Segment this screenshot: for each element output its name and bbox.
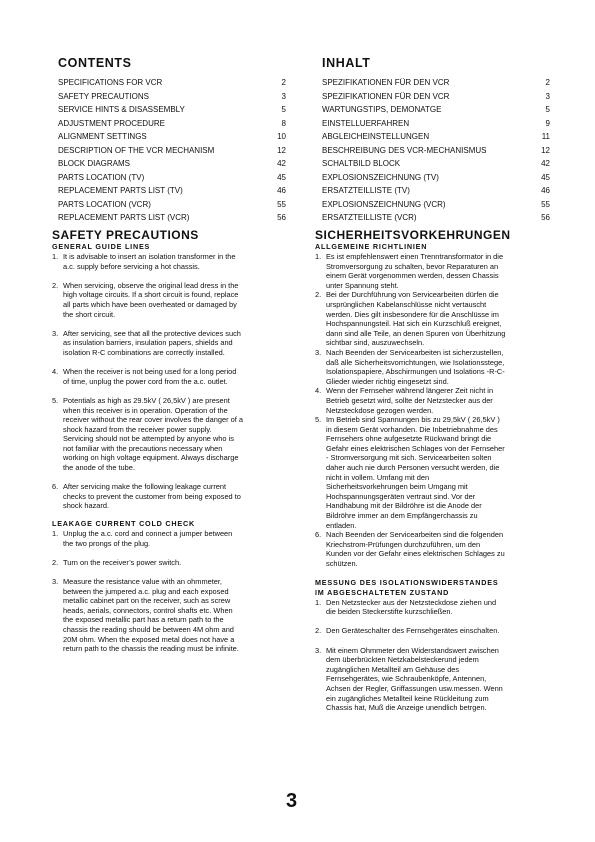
list-item	[315, 626, 547, 636]
text-line: werden. Dies gilt insbesondere für die Anschlüsse im	[326, 309, 499, 319]
toc-entry-label: SPEZIFIKATIONEN FÜR DEN VCR	[322, 91, 450, 101]
toc-entry-page: 56	[541, 213, 550, 222]
toc-row	[322, 76, 550, 90]
item-text	[63, 482, 280, 511]
toc-entry-label: ADJUSTMENT PROCEDURE	[58, 118, 165, 128]
text-line: - Stromversorgung mit sich. Servicearbeiten solten	[326, 453, 492, 463]
toc-row	[322, 117, 550, 131]
text-line: isolation R-C combinations are correctly installed.	[63, 347, 225, 357]
text-line: Fernsehers ohne aufgesetzte Rückwand bringt die	[326, 434, 492, 444]
toc-entry-label: BLOCK DIAGRAMS	[58, 159, 131, 168]
text-line: unter Spannung steht.	[326, 280, 399, 290]
section-title: SICHERHEITSVORKEHRUNGEN	[315, 228, 511, 242]
item-text	[63, 529, 280, 548]
guide-list	[315, 252, 547, 569]
toc-entry-page: 42	[277, 159, 286, 168]
text-line: Kunden vor der Gefahr eines elektrischen Schlages zu	[326, 549, 505, 559]
toc-entry-label: REPLACEMENT PARTS LIST (TV)	[58, 186, 183, 195]
text-line: Nach Beenden der Servicearbeiten ist sicherzustellen,	[326, 347, 504, 357]
item-text	[63, 558, 280, 568]
subsection-title: MESSUNG DES ISOLATIONSWIDERSTANDES	[315, 577, 499, 587]
text-line: It is advisable to insert an isolation transformer in the	[63, 252, 236, 261]
text-line: 20M ohm. When the exposed metal does not have a	[63, 634, 235, 644]
list-item	[315, 348, 547, 386]
toc-entry-label: ALIGNMENT SETTINGS	[58, 132, 147, 141]
toc-entry-label: EXPLOSIONSZEICHNUNG (VCR)	[322, 199, 446, 209]
text-line: shock hazard.	[63, 501, 110, 511]
text-line: nicht in vollem. Umfang mit den	[326, 472, 430, 482]
toc-entry-page: 10	[277, 132, 286, 141]
text-line: Den Geräteschalter des Fernsehgerätes einschalten.	[326, 626, 500, 636]
toc-entry-label: ERSATZTEILLISTE (VCR)	[322, 213, 417, 222]
toc-row	[58, 76, 286, 90]
item-text	[63, 396, 280, 473]
toc-entry-label: DESCRIPTION OF THE VCR MECHANISM	[58, 145, 215, 155]
toc-entry-label: SPEZIFIKATIONEN FÜR DEN VCR	[322, 78, 450, 87]
toc-entry-page: 3	[281, 91, 286, 101]
text-line: daß alle Sicherheitsvorrichtungen, wie Isolationsstege,	[326, 357, 505, 367]
text-line: Kriechstrom-Prüfungen durchzuführen, um den	[326, 539, 481, 549]
text-line: Mit einem Ohmmeter den Widerstandswert zwischen	[326, 645, 499, 655]
text-line: Sicherheitsvorkehrungen beim Umgang mit	[326, 482, 468, 492]
list-item	[52, 367, 280, 386]
toc-row	[58, 144, 286, 158]
text-line: Potentials as high as 29.5kV ( 26,5kV ) are present	[63, 395, 230, 405]
subsection-title: IM ABGESCHALTETEN ZUSTAND	[315, 587, 450, 597]
item-number: 4.	[52, 367, 59, 377]
safety-precautions-de	[315, 229, 547, 713]
toc-entry-label: SAFETY PRECAUTIONS	[58, 91, 149, 101]
list-item	[52, 482, 280, 511]
toc-entry-page: 45	[541, 172, 550, 182]
text-line: After servicing make the following leakage current	[63, 482, 227, 492]
text-line: chassis the reading should be between 4M ohm and	[63, 624, 234, 634]
toc-row	[322, 144, 550, 158]
toc-entry-label: PARTS LOCATION (TV)	[58, 172, 145, 182]
toc-row	[322, 211, 550, 225]
toc-entry-page: 2	[281, 78, 286, 87]
toc-entry-page: 5	[281, 105, 286, 114]
list-item	[315, 290, 547, 348]
item-text	[63, 281, 280, 319]
text-line: when this receiver is in operation. Operation of the	[63, 405, 228, 415]
toc-entry-label: WARTUNGSTIPS, DEMONATGE	[322, 105, 442, 114]
item-number: 6.	[315, 530, 322, 540]
text-line: Fernsehgerätes, wie Schraubenköpfe, Antennen,	[326, 674, 487, 684]
item-text	[63, 252, 280, 271]
subsection-title: GENERAL GUIDE LINES	[52, 242, 151, 251]
text-line: Servicing should not be attempted by anyone who is	[63, 434, 234, 444]
item-text	[326, 348, 547, 386]
text-line: high voltage circuits. If a short circuit is found, replace	[63, 290, 239, 300]
text-line: the two prongs of the plug.	[63, 538, 151, 548]
contents-title: CONTENTS	[58, 56, 132, 70]
text-line: Unplug the a.c. cord and connect a jumper between	[63, 529, 233, 539]
text-line: entladen.	[326, 520, 357, 530]
item-text	[63, 329, 280, 358]
item-text	[326, 626, 547, 636]
text-line: Netzsteckdose gezogen werden.	[326, 405, 434, 415]
guide-list	[52, 252, 280, 511]
toc-row	[322, 171, 550, 185]
toc-entry-label: PARTS LOCATION (VCR)	[58, 199, 151, 209]
text-line: Den Netzstecker aus der Netzsteckdose ziehen und	[326, 597, 497, 607]
safety-precautions-en	[52, 229, 280, 654]
text-line: checks to prevent the customer from being exposed to	[63, 491, 241, 501]
text-line: Betrieb gesetzt wird, sollte der Netzstecker aus der	[326, 395, 493, 405]
contents-en	[58, 56, 286, 225]
text-line: Wenn der Fernseher während längerer Zeit nicht in	[326, 386, 494, 396]
toc-entry-page: 12	[541, 145, 550, 155]
text-line: daher auch nie durch Personen versucht werden, die	[326, 463, 500, 473]
item-text	[326, 415, 547, 530]
list-item	[52, 252, 280, 271]
item-number: 3.	[315, 347, 322, 357]
toc-row	[58, 211, 286, 225]
text-line: ursprünglichen Kabelanschlüsse nicht vertauscht	[326, 299, 487, 309]
text-line: the anode of the tube.	[63, 463, 135, 473]
item-number: 1.	[315, 597, 322, 607]
text-line: When the receiver is not being used for a long period	[63, 367, 237, 377]
list-item	[315, 646, 547, 713]
item-number: 1.	[52, 252, 59, 261]
item-number: 6.	[52, 482, 59, 492]
item-text	[63, 367, 280, 386]
text-line: of time, unplug the power cord from the a.c. outlet.	[63, 376, 228, 386]
text-line: einem Gerät vorgenommen werden, dessen Chassis	[326, 271, 499, 281]
toc-row	[322, 103, 550, 117]
item-text	[326, 386, 547, 415]
text-line: Chassis hat, Muß die Anzeige unendlich betrgen.	[326, 703, 487, 713]
text-line: After servicing, see that all the protective devices such	[63, 328, 241, 338]
toc-entry-page: 12	[277, 145, 286, 155]
item-number: 2.	[52, 280, 59, 290]
toc-entry-page: 55	[277, 199, 286, 209]
contents-de	[322, 56, 550, 225]
text-line: ein zugängliches Metallteil keine Rückleitung zum	[326, 693, 489, 703]
list-item	[52, 281, 280, 319]
item-number: 3.	[52, 328, 59, 338]
text-line: Measure the resistance value with an ohmmeter,	[63, 577, 222, 586]
toc-entry-page: 9	[545, 118, 550, 128]
text-line: not familiar with the precautions necessary when	[63, 443, 223, 453]
toc-entry-label: EINSTELLUERFAHREN	[322, 118, 410, 128]
toc-entry-page: 3	[545, 91, 550, 101]
leak-check-list	[315, 598, 547, 713]
text-line: the short circuit.	[63, 309, 116, 319]
text-line: die beiden Steckerstifte kurzschließen.	[326, 607, 453, 617]
item-text	[326, 530, 547, 568]
toc-row	[58, 157, 286, 171]
list-item	[52, 529, 280, 548]
text-line: all parts which have been overheated or damaged by	[63, 299, 237, 309]
toc-entry-page: 46	[541, 186, 550, 195]
toc-entry-page: 11	[541, 132, 550, 141]
text-line: the exposed metallic part has a return path to the	[63, 615, 224, 625]
text-line: Im Betrieb sind Spannungen bis zu 29,5kV ( 26,5kV )	[326, 415, 500, 425]
toc-row	[322, 130, 550, 144]
item-text	[63, 577, 280, 654]
list-item	[315, 252, 547, 290]
list-item	[52, 396, 280, 473]
toc-entry-label: EXPLOSIONSZEICHNUNG (TV)	[322, 172, 439, 182]
text-line: Turn on the receiver’s power switch.	[63, 557, 182, 567]
list-item	[315, 530, 547, 568]
text-line: Stromversorgung zu schalten, bevor Reparaturen an	[326, 261, 499, 271]
item-number: 5.	[52, 395, 59, 405]
leak-check-list	[52, 529, 280, 654]
text-line: heads, aerials, connectors, control shafts etc. When	[63, 605, 233, 615]
text-line: Hochspannungsteil. Hat sich ein Kurzschluß ereignet,	[326, 319, 502, 329]
text-line: receiver without the rear cover involves the danger of a	[63, 415, 243, 425]
text-line: a.c. supply before servicing a hot chassis.	[63, 261, 200, 271]
toc-entry-page: 2	[545, 78, 550, 87]
toc-entry-page: 46	[277, 186, 286, 195]
text-line: dem überbrückten Netzkabelsteckerund jedem	[326, 655, 479, 665]
item-number: 1.	[52, 529, 59, 539]
toc-list	[58, 76, 286, 225]
toc-list	[322, 76, 550, 225]
section-title: SAFETY PRECAUTIONS	[52, 228, 199, 242]
item-number: 3.	[315, 645, 322, 655]
text-line: Es ist empfehlenswert einen Trenntransformator in die	[326, 252, 504, 261]
toc-entry-label: SCHALTBILD BLOCK	[322, 159, 401, 168]
toc-entry-label: BESCHREIBUNG DES VCR-MECHANISMUS	[322, 145, 487, 155]
item-number: 1.	[315, 252, 322, 261]
list-item	[315, 386, 547, 415]
toc-entry-label: SERVICE HINTS & DISASSEMBLY	[58, 105, 185, 114]
list-item	[52, 577, 280, 654]
toc-row	[322, 198, 550, 212]
text-line: dann sind alle Teile, an denen Spuren von Überhitzung	[326, 328, 506, 338]
toc-entry-label: ERSATZTEILLISTE (TV)	[322, 186, 410, 195]
toc-row	[322, 90, 550, 104]
page-number: 3	[286, 790, 298, 812]
toc-entry-label: ABGLEICHEINSTELLUNGEN	[322, 132, 430, 141]
toc-entry-label: SPECIFICATIONS FOR VCR	[58, 78, 163, 87]
toc-row	[58, 130, 286, 144]
list-item	[315, 598, 547, 617]
text-line: zugänglichen Metallteil am Gehäuse des	[326, 664, 460, 674]
text-line: Nach Beenden der Servicearbeiten sind die folgenden	[326, 530, 504, 540]
text-line: Achsen der Regler, Griffassungen usw.messen. Wenn	[326, 683, 503, 693]
item-number: 2.	[315, 290, 322, 300]
text-line: between the jumpered a.c. plug and each exposed	[63, 586, 229, 596]
toc-entry-page: 42	[541, 159, 550, 168]
text-line: schützen.	[326, 559, 358, 568]
text-line: Glieder wieder richtig eingesetzt sind.	[326, 376, 449, 386]
item-number: 2.	[315, 626, 322, 636]
text-line: Hochspannungsgeräten vertraut sind. Vor der	[326, 491, 476, 501]
toc-entry-page: 8	[281, 118, 286, 128]
toc-row	[58, 117, 286, 131]
toc-entry-page: 55	[541, 199, 550, 209]
item-number: 2.	[52, 557, 59, 567]
toc-row	[58, 90, 286, 104]
text-line: in diesem Gerät vorhanden. Die Inbetriebnahme des	[326, 424, 498, 434]
text-line: working on high voltage equipment. Always discharge	[63, 453, 239, 463]
item-text	[326, 598, 547, 617]
list-item	[52, 329, 280, 358]
text-line: Gefahr eines elektrischen Schlages von der Fernseher	[326, 443, 505, 453]
subsection-title: LEAKAGE CURRENT COLD CHECK	[52, 519, 195, 529]
text-line: Bildröhre immer an dem Empfängerchassis zu	[326, 511, 478, 521]
text-line: shock hazard from the receiver power supply.	[63, 424, 212, 434]
toc-entry-page: 56	[277, 213, 286, 222]
item-text	[326, 252, 547, 290]
text-line: as insulation barriers, insulation papers, shields and	[63, 338, 233, 348]
item-number: 5.	[315, 415, 322, 425]
toc-row	[322, 157, 550, 171]
item-number: 4.	[315, 386, 322, 396]
inhalt-title: INHALT	[322, 56, 371, 70]
item-text	[326, 646, 547, 713]
subsection-title: ALLGEMEINE RICHTLINIEN	[315, 242, 428, 251]
text-line: When servicing, observe the original lead dress in the	[63, 280, 239, 290]
toc-entry-label: REPLACEMENT PARTS LIST (VCR)	[58, 213, 190, 222]
item-text	[326, 290, 547, 348]
toc-row	[322, 184, 550, 198]
toc-row	[58, 184, 286, 198]
list-item	[315, 415, 547, 530]
text-line: Bei der Durchführung von Servicearbeiten dürfen die	[326, 290, 499, 300]
toc-row	[58, 103, 286, 117]
list-item	[52, 558, 280, 568]
item-number: 3.	[52, 577, 59, 586]
toc-entry-page: 5	[545, 105, 550, 114]
toc-entry-page: 45	[277, 172, 286, 182]
toc-row	[58, 171, 286, 185]
text-line: sichtbar sind, auszuwechseln.	[326, 338, 425, 348]
toc-row	[58, 198, 286, 212]
text-line: Handhabung mit der Bildröhre ist die Anode der	[326, 501, 482, 511]
text-line: Isolationspapiere, Abschirmungen und Isolations -R-C-	[326, 367, 505, 377]
text-line: return path to the chassis the reading must be infinite.	[63, 644, 239, 654]
text-line: metallic cabinet part on the receiver, such as screw	[63, 596, 231, 606]
